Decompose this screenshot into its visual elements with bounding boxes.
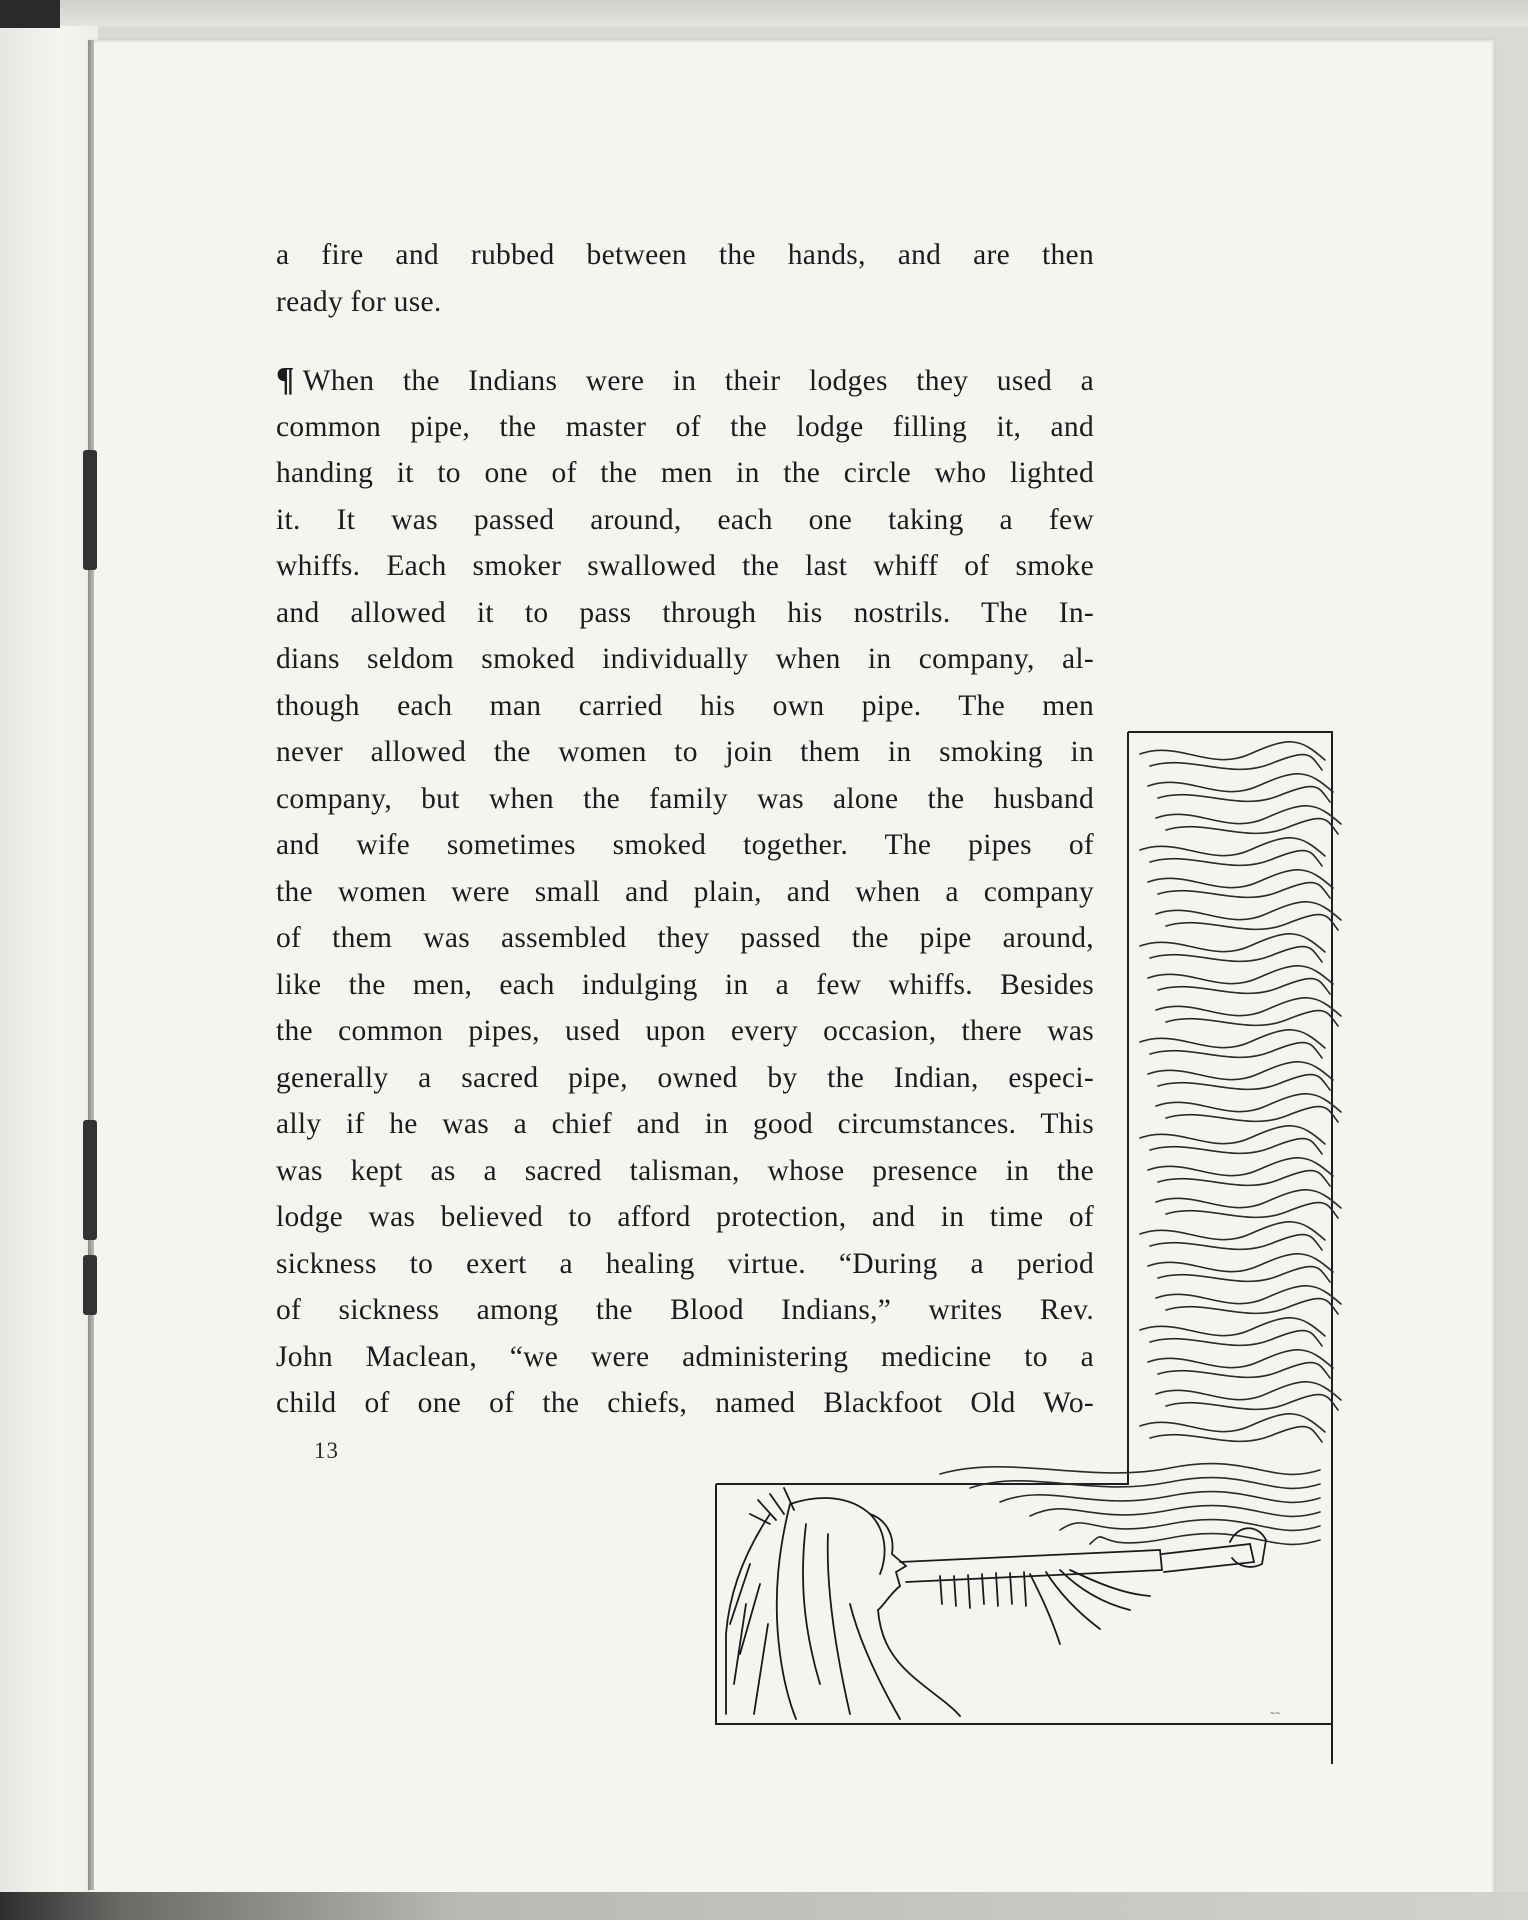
binding-stitch	[83, 450, 97, 570]
text-line-content: ally if he was a chief and in good circumstances. This	[276, 1108, 1094, 1140]
illustration-frame-right	[1128, 732, 1332, 1764]
smoke-swirl	[1166, 1107, 1338, 1122]
smoke-swirl	[1148, 966, 1333, 984]
smoke-swirl	[1060, 1520, 1320, 1531]
text-line	[276, 590, 1094, 637]
illustration-signature: ~~	[1270, 1708, 1281, 1718]
scan-bottom-edge	[0, 1892, 1528, 1920]
text-line-content: was kept as a sacred talisman, whose presence in the	[276, 1154, 1094, 1187]
smoke-swirl	[940, 1464, 1320, 1475]
smoke-swirl	[1148, 1062, 1333, 1080]
smoke-swirl	[1150, 1139, 1322, 1154]
smoke-swirl	[1140, 742, 1325, 760]
text-line-content: John Maclean, “we were administering medicine to a	[276, 1340, 1094, 1373]
smoke-swirl	[1156, 1190, 1341, 1208]
text-line-content: and allowed it to pass through his nostrils. The In-	[276, 596, 1094, 629]
smoke-swirl	[1166, 915, 1338, 930]
text-line-content: child of one of the chiefs, named Blackfoot Old Wo-	[276, 1387, 1094, 1419]
text-line-content: the women were small and plain, and when a company	[276, 875, 1094, 908]
text-line	[276, 357, 1094, 404]
smoke-swirl	[1148, 1158, 1333, 1176]
smoke-swirl	[1156, 902, 1341, 920]
text-line-content: of sickness among the Blood Indians,” writes Rev.	[276, 1294, 1094, 1326]
smoke-swirl	[1150, 1235, 1322, 1250]
text-line	[276, 279, 1094, 326]
paragraph-continued	[276, 232, 1094, 325]
smoke-swirl	[1166, 1011, 1338, 1026]
illustration-frame-bottom	[716, 1484, 1332, 1724]
text-line	[276, 450, 1094, 497]
smoke-swirl	[1148, 774, 1333, 792]
text-line	[276, 497, 1094, 544]
text-line-content: company, but when the family was alone the husband	[276, 782, 1094, 815]
smoke-swirl	[1150, 755, 1322, 770]
smoke-swirl	[1140, 934, 1325, 952]
text-line	[276, 683, 1094, 730]
smoke-swirl	[1150, 1043, 1322, 1058]
text-line	[276, 232, 1094, 279]
text-line-content: it. It was passed around, each one taking a few	[276, 503, 1094, 536]
text-line-content: the common pipes, used upon every occasion, there was	[276, 1015, 1094, 1047]
smoke-swirl	[1000, 1492, 1320, 1503]
smoke-swirl	[1158, 1267, 1330, 1282]
smoke-swirl	[1140, 838, 1325, 856]
binding-stitch	[83, 1255, 97, 1315]
smoke-swirl	[1158, 1363, 1330, 1378]
smoke-swirl	[1150, 947, 1322, 962]
text-line-content: of them was assembled they passed the pipe around,	[276, 922, 1094, 954]
text-line-content: though each man carried his own pipe. The men	[276, 689, 1094, 722]
text-line	[276, 543, 1094, 590]
smoke-swirl	[1150, 851, 1322, 866]
smoke-swirl	[1150, 1331, 1322, 1346]
text-line-content: generally a sacred pipe, owned by the Indian, especi-	[276, 1061, 1094, 1094]
text-line-content: common pipe, the master of the lodge filling it, and	[276, 410, 1094, 443]
smoke-swirl	[1158, 979, 1330, 994]
text-line	[276, 636, 1094, 683]
smoke-swirl	[1166, 1299, 1338, 1314]
illustration-frame-inner	[716, 732, 1128, 1484]
smoke-swirl	[1156, 998, 1341, 1016]
smoke-swirl	[1148, 1254, 1333, 1272]
text-line-content: and wife sometimes smoked together. The pipes of	[276, 829, 1094, 861]
smoke-swirl	[1140, 1030, 1325, 1048]
text-line-content: sickness to exert a healing virtue. “During a period	[276, 1247, 1094, 1280]
text-line-content: like the men, each indulging in a few whiffs. Besides	[276, 968, 1094, 1001]
smoke-swirl	[1030, 1506, 1320, 1517]
smoke-swirl	[1140, 1222, 1325, 1240]
smoke-swirl	[1150, 1427, 1322, 1442]
text-line-content: handing it to one of the men in the circle who lighted	[276, 457, 1094, 489]
smoke-swirl	[1166, 1395, 1338, 1410]
smoke-swirl	[1140, 1126, 1325, 1144]
smoke-swirl	[1156, 1382, 1341, 1400]
smoke-swirl	[1140, 1414, 1325, 1432]
smoke-swirl	[1148, 870, 1333, 888]
smoke-swirl	[1158, 1171, 1330, 1186]
scan-corner-shadow	[0, 0, 60, 28]
paragraph-mark-icon: ¶	[276, 361, 295, 398]
smoke-swirl	[1140, 1318, 1325, 1336]
text-line-content: whiffs. Each smoker swallowed the last whiff of smoke	[276, 550, 1094, 582]
smoke-swirl	[1158, 787, 1330, 802]
text-line-content: dians seldom smoked individually when in company, al-	[276, 643, 1094, 675]
text-line-content: a fire and rubbed between the hands, and are then	[276, 239, 1094, 271]
binding-stitch	[83, 1120, 97, 1240]
smoke-swirl	[1148, 1350, 1333, 1368]
smoke-swirl	[1166, 1203, 1338, 1218]
smoke-swirl	[1156, 1094, 1341, 1112]
smoke-swirl	[1158, 883, 1330, 898]
smoke-swirl	[1158, 1075, 1330, 1090]
smoke-swirl	[1156, 1286, 1341, 1304]
smoke-swirl	[1090, 1534, 1320, 1545]
book-gutter	[0, 0, 98, 1920]
text-line-content: When the Indians were in their lodges they used a	[302, 365, 1094, 397]
page-binding-edge	[88, 40, 94, 1890]
indian-chief-smoking-pipe-illustration	[710, 724, 1350, 1764]
text-line-content: lodge was believed to afford protection, and in time of	[276, 1201, 1094, 1233]
scan-top-edge	[60, 0, 1528, 26]
page-number: 13	[314, 1438, 339, 1463]
smoke-swirl	[1166, 819, 1338, 834]
text-line	[276, 404, 1094, 451]
text-line-content: never allowed the women to join them in smoking in	[276, 736, 1094, 768]
smoke-swirl	[1156, 806, 1341, 824]
text-line-content: ready for use.	[276, 285, 442, 318]
